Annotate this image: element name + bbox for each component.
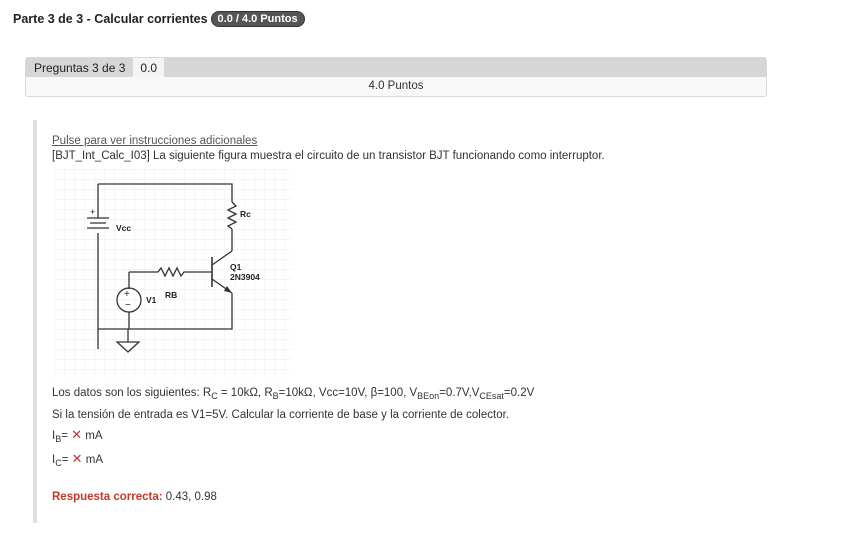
question-panel bbox=[33, 120, 803, 523]
question-statement: [BJT_Int_Calc_I03] La siguiente figura muestra el circuito de un transistor BJT funcionando como interruptor. bbox=[52, 150, 605, 162]
label-rc: Rc bbox=[240, 209, 251, 219]
score-badge: 0.0 / 4.0 Puntos bbox=[211, 11, 305, 27]
label-v1: V1 bbox=[146, 295, 157, 305]
label-vcc: Vcc bbox=[116, 223, 132, 233]
question-text: Si la tensión de entrada es V1=5V. Calcular la corriente de base y la corriente de colector. bbox=[52, 409, 509, 421]
wrong-icon: ✕ bbox=[71, 451, 83, 466]
correct-answer bbox=[52, 491, 217, 503]
progress-points: 4.0 Puntos bbox=[368, 80, 424, 92]
progress-value: 0.0 bbox=[133, 58, 164, 77]
circuit-figure bbox=[54, 169, 292, 379]
v1-minus: − bbox=[125, 300, 131, 311]
label-rb: RB bbox=[165, 290, 178, 300]
answer-ib: $I_B=$ ✕ mA bbox=[52, 427, 103, 444]
label-model: 2N3904 bbox=[230, 272, 260, 282]
wrong-icon: ✕ bbox=[71, 427, 83, 442]
progress-label: Preguntas 3 de 3 bbox=[34, 60, 126, 75]
instructions-link[interactable]: Pulse para ver instrucciones adicionales bbox=[52, 135, 258, 147]
correct-answer-value: 0.43, 0.98 bbox=[165, 491, 217, 503]
progress-bar bbox=[26, 58, 766, 77]
correct-answer-label: Respuesta correcta: bbox=[52, 491, 163, 503]
section-title bbox=[13, 11, 305, 27]
section-title-text: Parte 3 de 3 - Calcular corrientes bbox=[13, 12, 208, 26]
label-q1: Q1 bbox=[230, 262, 242, 272]
vcc-plus: + bbox=[90, 207, 96, 217]
data-line: Los datos son los siguientes: $R_C = 10k\Omega$, $R_B=10k\Omega$, Vcc=10V, β=100, $V_{BEon}=0.7V,V_{CEsat}=0.2V$ bbox=[52, 387, 535, 401]
question-progress bbox=[25, 57, 767, 97]
answer-ic: $I_C=$ ✕ mA bbox=[52, 451, 103, 468]
v1-plus: + bbox=[124, 289, 130, 300]
